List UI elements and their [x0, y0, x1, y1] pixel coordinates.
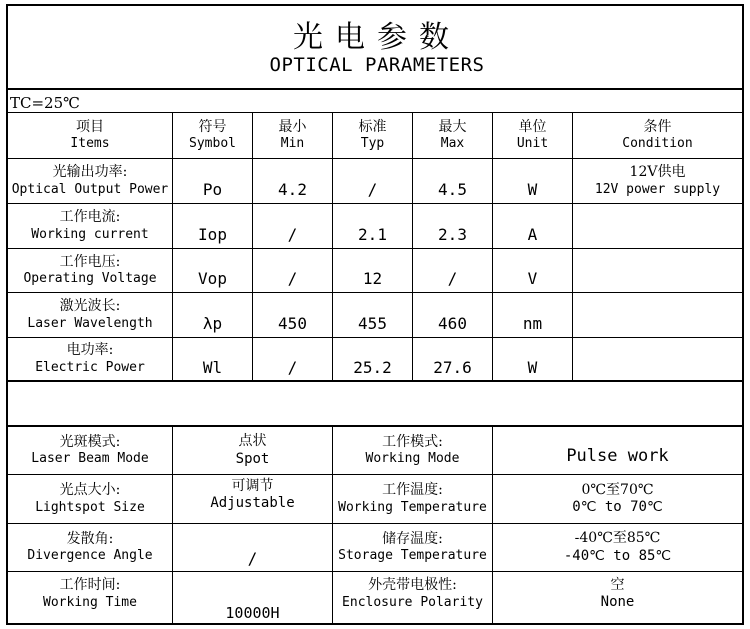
- typ-cell: 2.1: [358, 224, 387, 244]
- header-label-en: Unit: [516, 136, 549, 152]
- header-label-en: Typ: [360, 136, 385, 152]
- item-label-en: Working current: [31, 226, 149, 242]
- item-label-en: Optical Output Power: [11, 181, 169, 197]
- header-label-en: Items: [70, 136, 110, 152]
- divider: [8, 88, 742, 90]
- max-cell: 4.5: [438, 179, 467, 199]
- feature-label-right: [333, 427, 492, 474]
- header-symbol: [173, 113, 252, 158]
- table-row: [8, 293, 172, 337]
- feature-label-left: [8, 475, 172, 523]
- feature-label-cn: 外壳带电极性:: [368, 577, 457, 594]
- feature-label-cn: 储存温度:: [382, 530, 443, 547]
- feature-label-left: [8, 427, 172, 474]
- symbol-cell: λp: [202, 313, 223, 333]
- condition-cell: [573, 159, 742, 203]
- divider: [8, 380, 742, 382]
- min-cell: /: [287, 269, 298, 288]
- unit-cell: W: [527, 179, 538, 199]
- feature-value-en: Pulse work: [566, 446, 669, 467]
- temperature-note: TC=25℃: [10, 94, 80, 112]
- table-row: [8, 159, 172, 203]
- feature-value-left: [173, 475, 332, 515]
- min-cell: /: [287, 224, 298, 244]
- header-max: [413, 113, 492, 158]
- typ-cell: 12: [362, 269, 383, 288]
- typ-cell: 455: [358, 313, 387, 333]
- feature-label-en: Lightspot Size: [35, 499, 145, 515]
- unit-cell: A: [527, 224, 538, 244]
- feature-value-right: [493, 572, 742, 616]
- feature-value-left: [173, 601, 332, 625]
- feature-label-right: [333, 524, 492, 571]
- unit-cell: nm: [522, 313, 543, 333]
- symbol-cell: Po: [202, 179, 223, 199]
- feature-label-left: [8, 572, 172, 616]
- item-label-cn: 电功率:: [66, 342, 114, 359]
- unit-cell: W: [527, 357, 538, 377]
- item-label-cn: 激光波长:: [59, 298, 121, 315]
- item-label-en: Laser Wavelength: [27, 315, 153, 331]
- item-label-cn: 工作电压:: [59, 253, 121, 270]
- feature-label-left: [8, 524, 172, 571]
- header-label-cn: 条件: [643, 118, 672, 135]
- feature-label-cn: 工作时间:: [59, 577, 121, 594]
- feature-label-en: Working Time: [43, 594, 137, 610]
- condition-cell: [573, 249, 742, 292]
- condition-cell: [573, 293, 742, 337]
- table-row: [8, 249, 172, 292]
- header-min: [253, 113, 332, 158]
- item-label-cn: 工作电流:: [59, 209, 121, 226]
- feature-label-en: Working Temperature: [338, 499, 487, 515]
- feature-value-right: [493, 524, 742, 571]
- header-label-cn: 标准: [358, 118, 387, 135]
- item-label-en: Operating Voltage: [23, 271, 157, 287]
- condition-cell: [573, 204, 742, 248]
- feature-label-en: Divergence Angle: [27, 548, 153, 564]
- max-cell: 27.6: [433, 357, 472, 377]
- typ-cell: /: [367, 179, 378, 199]
- table-row: [8, 338, 172, 380]
- symbol-cell: Wl: [202, 357, 223, 377]
- item-label-en: Electric Power: [35, 359, 145, 375]
- header-typ: [333, 113, 412, 158]
- unit-cell: V: [527, 269, 538, 288]
- header-label-cn: 单位: [518, 118, 547, 135]
- feature-label-en: Laser Beam Mode: [31, 451, 149, 467]
- min-cell: 450: [278, 313, 307, 333]
- feature-label-en: Enclosure Polarity: [342, 594, 483, 610]
- feature-value-cn: 可调节: [231, 477, 274, 494]
- feature-label-en: Working Mode: [365, 451, 460, 467]
- feature-label-cn: 工作温度:: [382, 482, 443, 499]
- item-label-cn: 光输出功率:: [52, 164, 128, 181]
- parameter-sheet: [6, 4, 744, 625]
- feature-label-cn: 光斑模式:: [59, 433, 121, 450]
- feature-value-en: /: [247, 548, 258, 568]
- max-cell: /: [447, 269, 458, 288]
- header-label-cn: 符号: [198, 118, 227, 135]
- header-label-cn: 项目: [76, 118, 104, 135]
- max-cell: 460: [438, 313, 467, 333]
- title-english: OPTICAL PARAMETERS: [269, 54, 485, 76]
- feature-value-en: 0℃ to 70℃: [572, 499, 663, 515]
- max-cell: 2.3: [438, 224, 467, 244]
- condition-en: 12V power supply: [594, 181, 721, 197]
- header-label-cn: 最大: [438, 118, 467, 135]
- feature-label-right: [333, 475, 492, 523]
- header-label-en: Symbol: [189, 136, 236, 152]
- symbol-cell: Vop: [198, 269, 227, 288]
- header-label-en: Condition: [622, 136, 693, 152]
- feature-value-cn: 0℃至70℃: [581, 481, 654, 498]
- feature-value-en: Spot: [235, 450, 270, 467]
- title-chinese: 光电参数: [293, 20, 461, 55]
- header-label-cn: 最小: [278, 118, 307, 135]
- feature-label-cn: 光点大小:: [59, 482, 121, 499]
- header-label-en: Max: [440, 136, 465, 152]
- feature-label-right: [333, 572, 492, 616]
- feature-value-cn: 空: [610, 576, 625, 593]
- feature-value-en: None: [600, 594, 635, 610]
- header-condition: [573, 113, 742, 158]
- feature-value-right: [493, 440, 742, 474]
- header-label-en: Min: [280, 136, 305, 152]
- feature-value-cn: -40℃至85℃: [574, 530, 661, 546]
- min-cell: 4.2: [278, 179, 307, 199]
- feature-value-left: [173, 427, 332, 474]
- feature-value-en: -40℃ to 85℃: [563, 547, 672, 564]
- feature-value-en: 10000H: [225, 603, 280, 622]
- feature-value-en: Adjustable: [210, 495, 295, 511]
- feature-value-right: [493, 475, 742, 523]
- min-cell: /: [287, 357, 298, 377]
- symbol-cell: Iop: [198, 224, 227, 244]
- condition-cn: 12V供电: [629, 164, 686, 181]
- condition-cell: [573, 338, 742, 380]
- feature-label-en: Storage Temperature: [338, 548, 487, 564]
- feature-label-cn: 发散角:: [66, 530, 114, 547]
- table-row: [8, 204, 172, 248]
- feature-value-cn: 点状: [238, 433, 267, 449]
- header-items: [8, 113, 172, 158]
- header-unit: [493, 113, 572, 158]
- feature-label-cn: 工作模式:: [382, 433, 443, 450]
- feature-value-left: [173, 546, 332, 571]
- typ-cell: 25.2: [353, 357, 392, 377]
